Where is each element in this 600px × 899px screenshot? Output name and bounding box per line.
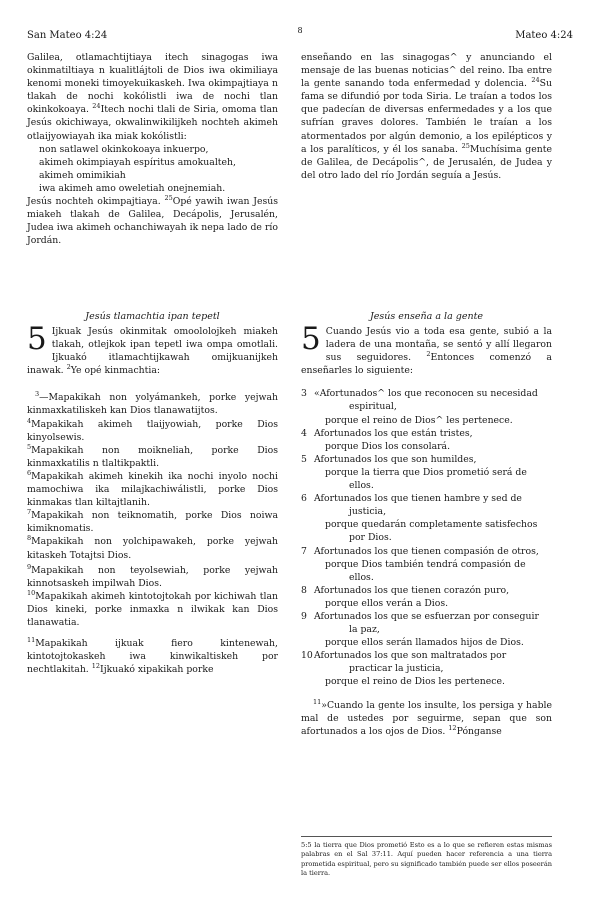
verse-text: Galilea, otlamachtijtiaya itech sinagogas iwa okinmatiltiaya n kualitlájtoli de Dios iwa okimiliaya kenomi moneki timoyekuikaskeh. Iwa okimpajtiaya n tlakah de nochi kokólistli iwa de nochi tlan okinkokoaya. [27,52,278,116]
beatitude [27,590,278,629]
poem-line: Afortunados los que tienen compasión de otros, [314,545,539,557]
poem-line: Afortunados los que son humildes, [314,453,477,465]
beatitude [301,649,552,688]
poem-line: ellos. [349,480,374,492]
poem-line: Afortunados los que se esfuerzan por conseguir [314,610,539,622]
poem-line: la paz, [349,624,380,636]
verse-number: 11 [313,697,322,706]
beatitude [301,453,552,492]
verse-number: 3 [35,390,40,399]
verse-number: 2 [66,363,71,372]
verse-number: 24 [531,76,540,85]
verse-number: 8 [27,534,32,543]
verse-text: Jesús nochteh okimpajtiaya. [27,196,161,208]
poem-line: porque ellos serán llamados hijos de Dios. [325,637,524,649]
beatitude [301,387,552,426]
poem-line: akimeh okimpiayah espíritus amokualteh, [39,156,236,168]
poem-line: porque el reino de Dios les pertenece. [325,676,505,688]
verse-number: 11 [27,635,36,644]
paragraph [301,51,552,182]
beatitude [301,584,552,610]
verse-number: 5 [301,453,307,465]
verse-text: Mapakikah akimeh kintotojtokah por kichiwah tlan Dios kineki, porke inmaxka n ilwikak kan Dios tlanawatia. [27,590,278,628]
right-column-section [301,321,552,738]
chapter-number: 5 [27,321,47,357]
poem-line: Afortunados los que están tristes, [314,427,473,439]
verse-text: Mapakikah akimeh tlaijyowiah, porke Dios kinyolsewis. [27,418,278,443]
chapter-number: 5 [301,321,321,357]
paragraph [27,51,278,143]
poem-line: porque Dios los consolará. [325,440,451,452]
verse-number: 25 [164,193,173,202]
paragraph [27,321,278,377]
poem-line: Afortunados los que son maltratados por [314,650,507,662]
poem-line: iwa akimeh amo oweletiah onejnemiah. [39,182,226,194]
verse-number: 4 [27,416,32,425]
poem-line: porque quedarán completamente satisfechos [325,519,538,531]
verse-text: Opé yawih iwan Jesús miakeh tlakah de Galilea, Decápolis, Jerusalén, Judea iwa akimeh ochanchiwayah ik nepa lado de río Jordán. [27,196,278,247]
verse-text: enseñando en las sinagogas^ y anunciando el mensaje de las buenas noticias^ del reino. Iba entre la gente sanando toda enfermedad y dolencia. [301,52,552,90]
verse-text: —Mapakikah non yolyámankeh, porke yejwah kinmaxkatiliskeh kan Dios tlanawatijtos. [27,392,278,417]
poem-line: non satlawel okinkokoaya inkuerpo, [39,143,209,155]
beatitude [301,492,552,544]
poem-line: akimeh omimikiah [39,169,126,181]
page-number: 8 [297,26,303,35]
verse-text: Mapakikah non moikneliah, porke Dios kinmaxkatilis n tlaltikpaktli. [27,444,278,469]
beatitude [27,535,278,561]
section-title: Jesús tlamachtia ipan tepetl [85,311,220,322]
section-title: Jesús enseña a la gente [369,311,484,322]
verse-number: 6 [301,493,307,505]
verse-number: 12 [448,723,457,732]
verse-text: Pónganse [456,725,502,737]
verse-text: Su fama se difundió por toda Siria. Le traían a todos los que padecían de diversas enfermedades y a los que sufrían graves dolores. También le traían a los atormentados por algún demonio, a los epilépticos y a los paralíticos, y él los sanaba. [301,78,552,155]
right-column-top [301,51,552,182]
poem-line: porque la tierra que Dios prometió será de [325,466,527,478]
verse-number: 3 [301,388,307,400]
beatitude [27,637,278,676]
running-header-left: San Mateo 4:24 [27,30,108,41]
paragraph [301,699,552,738]
verse-number: 2 [426,350,431,359]
footnote: 5:5 la tierra que Dios prometió Esto es a lo que se refieren estas mismas palabras en el Sal 37:11. Aquí pueden hacer referencia a una tierra prometida espiritual, pero su significado también puede ser ellos poseerán la tierra. [301,841,552,877]
verse-number: 25 [461,141,470,150]
left-column-top [27,51,278,247]
verse-number: 9 [301,610,307,622]
beatitude [27,470,278,509]
verse-text: Itech nochi tlali de Siria, omoma tlan Jesús okichiwaya, okwalinwikilijkeh nochteh akimeh otlaijyowiayah ika miak kokólistli: [27,104,278,142]
paragraph [27,195,278,247]
verse-number: 7 [301,545,307,557]
poem-line: ellos. [349,571,374,583]
verse-text: Entonces comenzó a enseñarles lo siguiente: [301,352,552,377]
poem-line: porque el reino de Dios^ les pertenece. [325,414,513,426]
verse-number: 9 [27,562,32,571]
verse-text: Ijkuakó xipakikah porke [100,664,214,676]
verse-text: Mapakikah non yolchipawakeh, porke yejwah kitaskeh Totajtsi Dios. [27,536,278,561]
beatitude [301,545,552,584]
poem-line: Afortunados los que tienen hambre y sed de [314,493,522,505]
verse-text: Muchísima gente de Galilea, de Decápolis^, de Jerusalén, de Judea y del otro lado del río Jordán seguía a Jesús. [301,143,552,181]
verse-text: Cuando Jesús vio a toda esa gente, subió a la ladera de una montaña, se sentó y allí llegaron sus seguidores. [325,326,552,364]
verse-number: 10 [27,588,36,597]
poem-line: porque ellos verán a Dios. [325,597,449,609]
beatitude [301,427,552,453]
verse-number: 24 [92,102,101,111]
verse-text: Mapakikah non teyolsewiah, porke yejwah kinnotsaskeh impilwah Dios. [27,564,278,589]
verse-text: Mapakikah akimeh kinekih ika nochi inyolo nochi mamochiwa ika milajkachiwálistli, porke Dios kinmakas tlan kiltajtlanih. [27,470,278,509]
beatitude [27,509,278,535]
poem-line: por Dios. [349,532,392,544]
verse-text: Ye opé kinmachtia: [70,365,161,377]
beatitude [27,418,278,444]
poem-line: espiritual, [349,401,397,413]
beatitude [27,391,278,417]
running-header-right: Mateo 4:24 [515,30,573,41]
verse-number: 4 [301,427,307,439]
beatitude [27,444,278,470]
verse-text: Ijkuak Jesús okinmitak omoololojkeh miakeh tlakah, otlejkok ipan tepetl iwa ompa omotlali. Ijkuakó itlamachtijkawah omijkuanijkeh inawak. [27,326,278,377]
verse-text: Mapakikah non teiknomatih, porke Dios noiwa kimiknomatis. [27,510,278,535]
beatitude [301,610,552,649]
beatitude [27,564,278,590]
verse-text: »Cuando la gente los insulte, los persiga y hable mal de ustedes por seguirme, sepan que son afortunados a los ojos de Dios. [301,699,552,737]
verse-number: 12 [91,662,101,671]
verse-number: 8 [301,584,307,596]
verse-number: 10 [301,650,313,662]
poem-line: justicia, [349,506,387,518]
verse-number: 6 [27,468,32,477]
poem-line: Afortunados los que tienen corazón puro, [314,584,510,596]
verse-number: 5 [27,442,32,451]
poem-line: «Afortunados^ los que reconocen su necesidad [314,388,538,400]
left-column-section [27,321,278,678]
poem-line: practicar la justicia, [349,663,444,675]
paragraph [301,321,552,377]
footnote-divider [301,836,552,837]
verse-text: Mapakikah ijkuak fiero kintenewah, kintotojtokaskeh iwa kinwikaltiskeh por nechtlakitah. [27,638,278,676]
poem-line: porque Dios también tendrá compasión de [325,558,526,570]
verse-number: 7 [27,508,32,517]
